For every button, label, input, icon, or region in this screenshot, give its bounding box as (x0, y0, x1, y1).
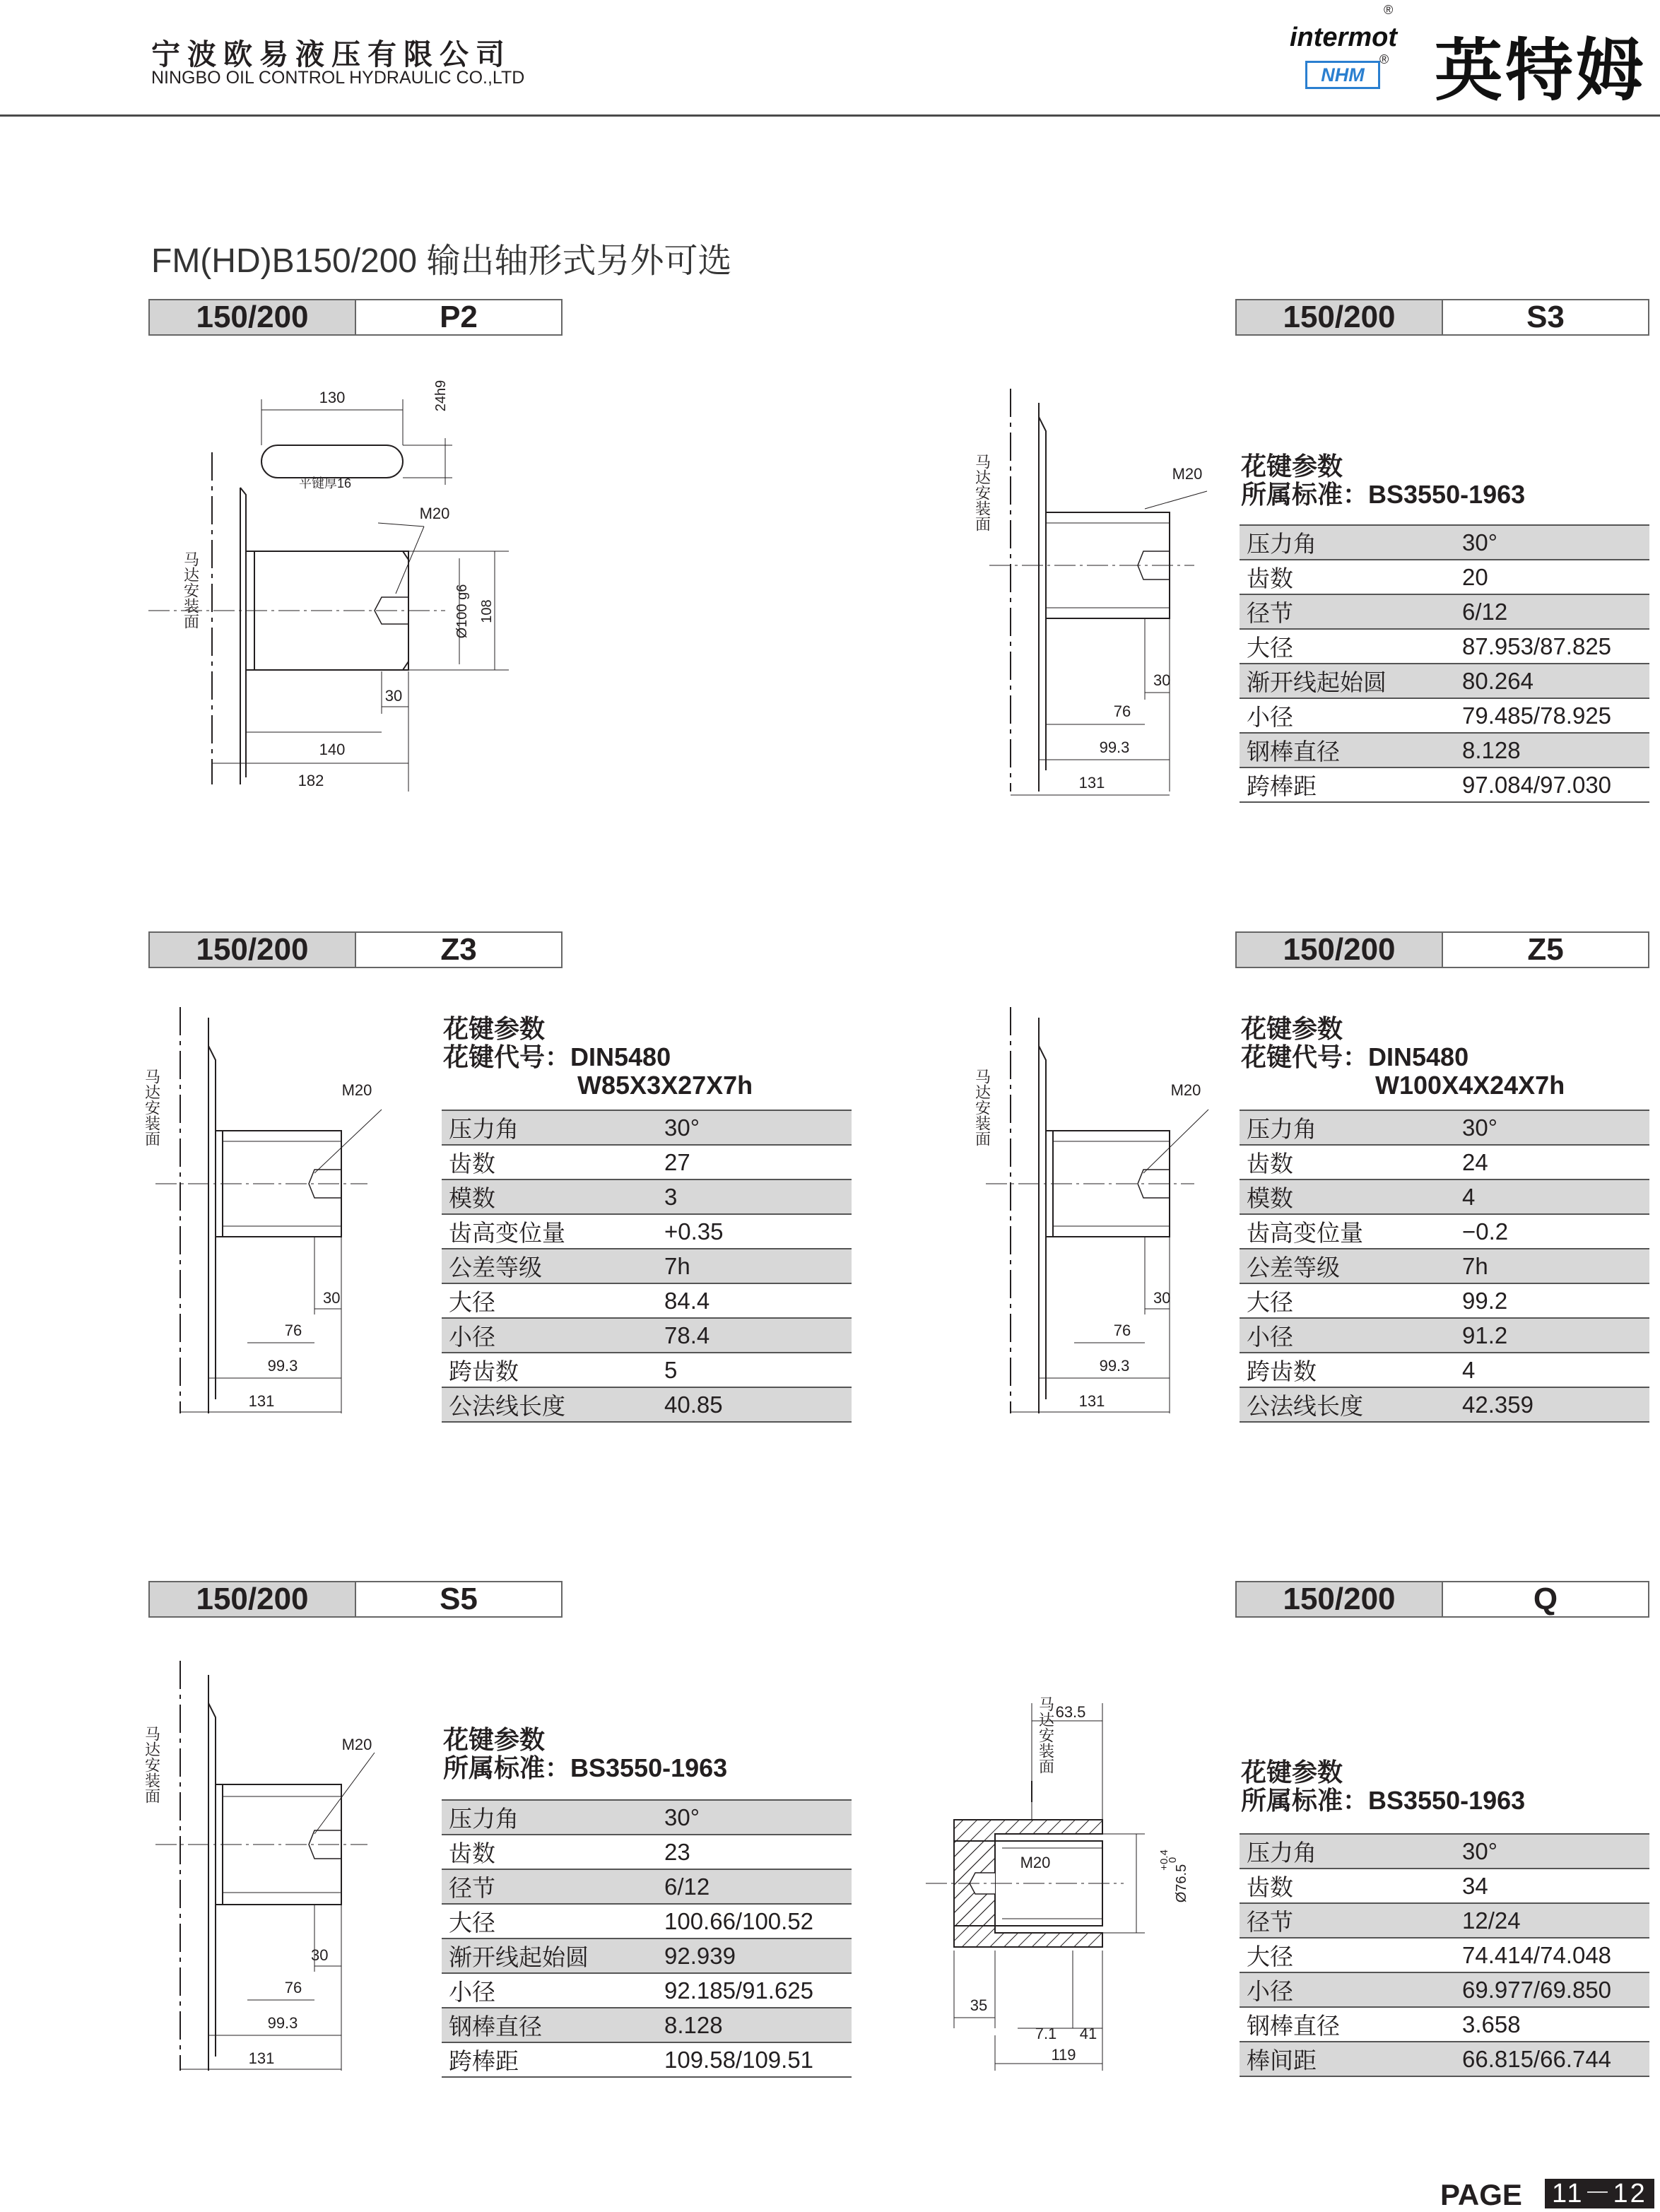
param-name: 跨棒距 (1240, 767, 1455, 802)
mount-face-label: 马达安装面 (143, 1069, 161, 1146)
param-value: 6/12 (1455, 594, 1649, 629)
param-name: 跨齿数 (442, 1353, 657, 1387)
param-name: 压力角 (1240, 1834, 1455, 1869)
param-name: 大径 (442, 1904, 657, 1939)
table-row (442, 1318, 852, 1353)
p2-shaft-drawing (141, 367, 537, 806)
page-number: 11－12 (1545, 2179, 1654, 2208)
page-label: PAGE (1440, 2178, 1522, 2211)
section-tag-s5 (148, 1581, 563, 1618)
table-row (1240, 1869, 1649, 1903)
param-value: 7h (657, 1249, 852, 1283)
model-label: 150/200 (150, 933, 356, 967)
model-label: 150/200 (150, 300, 356, 334)
dim-30: 30 (323, 1289, 341, 1307)
param-value: 8.128 (657, 2008, 852, 2042)
param-value: 27 (657, 1145, 852, 1179)
param-value: 69.977/69.850 (1455, 1972, 1649, 2007)
spec-title: 花键参数 (443, 1725, 546, 1754)
param-value: 34 (1455, 1869, 1649, 1903)
table-row (442, 1904, 852, 1939)
dim-119: 119 (1051, 2046, 1076, 2064)
dim-182: 182 (298, 772, 324, 789)
model-label: 150/200 (1237, 300, 1443, 334)
table-row (1240, 1903, 1649, 1938)
table-row (1240, 1179, 1649, 1214)
dim-99-3: 99.3 (1099, 1357, 1130, 1375)
param-name: 钢棒直径 (442, 2008, 657, 2042)
table-row (1240, 1145, 1649, 1179)
dim-63-5: 63.5 (1055, 1703, 1086, 1721)
param-value: 5 (657, 1353, 852, 1387)
param-value: 100.66/100.52 (657, 1904, 852, 1939)
table-row (442, 1179, 852, 1214)
param-name: 大径 (1240, 1283, 1455, 1318)
param-name: 模数 (1240, 1179, 1455, 1214)
param-value: 30° (1455, 1834, 1649, 1869)
section-tag-z5 (1235, 931, 1649, 968)
spec-title: 花键参数 (443, 1014, 546, 1043)
dim-30: 30 (1153, 671, 1171, 689)
shaft-code: Z5 (1443, 933, 1648, 967)
table-row (442, 1353, 852, 1387)
param-value: 84.4 (657, 1283, 852, 1318)
param-value: 30° (1455, 525, 1649, 560)
mount-face-label: 马达安装面 (973, 454, 991, 531)
key-thickness-note: 平键厚16 (298, 476, 352, 490)
param-value: 8.128 (1455, 733, 1649, 767)
param-name: 大径 (442, 1283, 657, 1318)
param-name: 公法线长度 (442, 1387, 657, 1422)
dim-diameter-76-5: Ø76.5 (1174, 1864, 1189, 1903)
table-row (1240, 1834, 1649, 1869)
table-row (1240, 1972, 1649, 2007)
param-value: 92.939 (657, 1939, 852, 1973)
z3-shaft-drawing (141, 1004, 410, 1428)
param-value: 97.084/97.030 (1455, 767, 1649, 802)
table-row (1240, 664, 1649, 698)
param-name: 公法线长度 (1240, 1387, 1455, 1422)
dim-diameter: Ø100 g6 (454, 584, 470, 639)
z5-shaft-drawing (968, 1004, 1237, 1428)
spec-standard: 所属标准：BS3550-1963 (443, 1753, 728, 1782)
table-row (1240, 1214, 1649, 1249)
table-row (442, 1800, 852, 1835)
thread-m20: M20 (1170, 1081, 1201, 1099)
param-name: 棒间距 (1240, 2042, 1455, 2076)
s3-shaft-drawing (968, 375, 1237, 799)
spec-code: 花键代号：DIN5480 W100X4X24X7h (1241, 1042, 1565, 1100)
registered-mark: ® (1379, 52, 1389, 66)
param-value: 87.953/87.825 (1455, 629, 1649, 664)
param-name: 公差等级 (1240, 1249, 1455, 1283)
param-name: 模数 (442, 1179, 657, 1214)
shaft-code: S5 (356, 1582, 561, 1616)
param-value: 30° (657, 1800, 852, 1835)
param-value: 79.485/78.925 (1455, 698, 1649, 733)
table-row (1240, 525, 1649, 560)
mount-face-label: 马达安装面 (143, 1726, 161, 1804)
spec-code: 花键代号：DIN5480 W85X3X27X7h (443, 1042, 753, 1100)
param-value: 92.185/91.625 (657, 1973, 852, 2008)
dim-76: 76 (284, 1979, 302, 1996)
param-name: 钢棒直径 (1240, 2007, 1455, 2042)
param-name: 小径 (1240, 698, 1455, 733)
tolerance-upper: +0.4 (1158, 1849, 1170, 1871)
shaft-code: Z3 (356, 933, 561, 967)
table-row (442, 1145, 852, 1179)
table-row (1240, 2042, 1649, 2076)
param-name: 齿数 (1240, 1145, 1455, 1179)
thread-m20: M20 (341, 1081, 372, 1099)
param-name: 小径 (1240, 1318, 1455, 1353)
param-value: 24 (1455, 1145, 1649, 1179)
table-row (442, 1387, 852, 1422)
section-tag-p2 (148, 299, 563, 336)
table-row (1240, 1283, 1649, 1318)
dim-24h9: 24h9 (433, 380, 449, 412)
param-value: 109.58/109.51 (657, 2042, 852, 2077)
dim-41: 41 (1079, 2025, 1097, 2042)
s5-spec-table (442, 1799, 852, 2078)
shaft-code: Q (1443, 1582, 1648, 1616)
spec-standard: 所属标准：BS3550-1963 (1241, 480, 1526, 509)
dim-140: 140 (319, 741, 346, 758)
param-name: 小径 (442, 1318, 657, 1353)
table-row (1240, 594, 1649, 629)
tolerance-lower: 0 (1167, 1857, 1179, 1864)
param-value: 4 (1455, 1353, 1649, 1387)
dim-30: 30 (384, 687, 403, 705)
param-value: 74.414/74.048 (1455, 1938, 1649, 1972)
dim-99-3: 99.3 (267, 1357, 298, 1375)
section-tag-s3 (1235, 299, 1649, 336)
dim-131: 131 (1078, 774, 1105, 792)
dim-76: 76 (284, 1322, 302, 1339)
table-row (1240, 767, 1649, 802)
thread-m20: M20 (1172, 465, 1203, 483)
table-row (442, 1110, 852, 1145)
section-tag-z3 (148, 931, 563, 968)
param-name: 渐开线起始圆 (1240, 664, 1455, 698)
param-value: 7h (1455, 1249, 1649, 1283)
registered-mark: ® (1384, 3, 1394, 17)
dim-108: 108 (479, 599, 495, 623)
param-value: 40.85 (657, 1387, 852, 1422)
param-name: 齿数 (1240, 1869, 1455, 1903)
param-name: 钢棒直径 (1240, 733, 1455, 767)
table-row (442, 1249, 852, 1283)
shaft-code: P2 (356, 300, 561, 334)
dim-131: 131 (248, 1392, 275, 1410)
section-tag-q (1235, 1581, 1649, 1618)
param-value: 30° (1455, 1110, 1649, 1145)
thread-m20: M20 (341, 1736, 372, 1753)
param-name: 径节 (1240, 1903, 1455, 1938)
dim-131: 131 (1078, 1392, 1105, 1410)
dim-30: 30 (311, 1946, 329, 1964)
param-value: +0.35 (657, 1214, 852, 1249)
param-value: 3.658 (1455, 2007, 1649, 2042)
mount-face-label: 马达安装面 (1037, 1696, 1055, 1774)
dim-76: 76 (1113, 702, 1131, 720)
dim-99-3: 99.3 (1099, 739, 1130, 756)
table-row (442, 1869, 852, 1904)
param-name: 齿高变位量 (442, 1214, 657, 1249)
s5-shaft-drawing (141, 1661, 410, 2085)
table-row (442, 2008, 852, 2042)
table-row (1240, 733, 1649, 767)
model-label: 150/200 (1237, 933, 1443, 967)
param-value: 4 (1455, 1179, 1649, 1214)
param-name: 压力角 (442, 1800, 657, 1835)
dim-131: 131 (248, 2049, 275, 2067)
table-row (442, 1835, 852, 1869)
table-row (442, 1214, 852, 1249)
shaft-code: S3 (1443, 300, 1648, 334)
table-row (1240, 629, 1649, 664)
dim-35: 35 (970, 1996, 988, 2014)
thread-m20: M20 (1020, 1854, 1051, 1871)
param-name: 齿高变位量 (1240, 1214, 1455, 1249)
q-spec-table (1240, 1833, 1649, 2077)
header-divider (0, 114, 1660, 117)
param-value: 23 (657, 1835, 852, 1869)
table-row (442, 1939, 852, 1973)
param-value: 91.2 (1455, 1318, 1649, 1353)
param-value: 20 (1455, 560, 1649, 594)
param-value: 6/12 (657, 1869, 852, 1904)
param-value: 12/24 (1455, 1903, 1649, 1938)
param-name: 压力角 (1240, 525, 1455, 560)
mount-face-label: 马达安装面 (973, 1069, 991, 1146)
param-name: 齿数 (442, 1145, 657, 1179)
q-bore-drawing (912, 1689, 1230, 2085)
param-name: 径节 (442, 1869, 657, 1904)
param-value: 80.264 (1455, 664, 1649, 698)
company-name-en: NINGBO OIL CONTROL HYDRAULIC CO.,LTD (151, 68, 525, 88)
brand-nhm-logo: NHM (1305, 61, 1380, 89)
param-value: 42.359 (1455, 1387, 1649, 1422)
param-name: 径节 (1240, 594, 1455, 629)
param-name: 压力角 (442, 1110, 657, 1145)
model-label: 150/200 (150, 1582, 356, 1616)
param-name: 压力角 (1240, 1110, 1455, 1145)
table-row (442, 1973, 852, 2008)
dim-99-3: 99.3 (267, 2014, 298, 2032)
param-name: 公差等级 (442, 1249, 657, 1283)
mount-face-label: 马达安装面 (182, 551, 200, 629)
company-name-cn: 宁波欧易液压有限公司 (151, 38, 512, 71)
spec-standard: 所属标准：BS3550-1963 (1241, 1786, 1526, 1815)
table-row (1240, 2007, 1649, 2042)
table-row (442, 1283, 852, 1318)
dim-76: 76 (1113, 1322, 1131, 1339)
brand-name-cn: 英特姆 (1435, 33, 1647, 109)
model-label: 150/200 (1237, 1582, 1443, 1616)
param-name: 大径 (1240, 629, 1455, 664)
param-value: −0.2 (1455, 1214, 1649, 1249)
table-row (1240, 1318, 1649, 1353)
page-title: FM(HD)B150/200 输出轴形式另外可选 (151, 242, 732, 280)
table-row (1240, 1353, 1649, 1387)
spec-title: 花键参数 (1241, 452, 1343, 481)
table-row (1240, 1249, 1649, 1283)
table-row (1240, 560, 1649, 594)
param-name: 小径 (442, 1973, 657, 2008)
param-name: 大径 (1240, 1938, 1455, 1972)
param-name: 齿数 (1240, 560, 1455, 594)
brand-logo-text: intermot (1290, 23, 1397, 52)
s3-spec-table (1240, 524, 1649, 803)
z3-spec-table (442, 1110, 852, 1423)
dim-130: 130 (319, 389, 346, 406)
dim-7-1: 7.1 (1035, 2025, 1057, 2042)
param-value: 99.2 (1455, 1283, 1649, 1318)
table-row (1240, 1938, 1649, 1972)
param-value: 3 (657, 1179, 852, 1214)
param-value: 66.815/66.744 (1455, 2042, 1649, 2076)
param-name: 小径 (1240, 1972, 1455, 2007)
table-row (1240, 1387, 1649, 1422)
spec-title: 花键参数 (1241, 1014, 1343, 1043)
table-row (442, 2042, 852, 2077)
z5-spec-table (1240, 1110, 1649, 1423)
param-value: 30° (657, 1110, 852, 1145)
thread-m20: M20 (419, 505, 450, 522)
param-name: 跨棒距 (442, 2042, 657, 2077)
spec-title: 花键参数 (1241, 1758, 1343, 1787)
param-name: 跨齿数 (1240, 1353, 1455, 1387)
table-row (1240, 698, 1649, 733)
param-name: 渐开线起始圆 (442, 1939, 657, 1973)
param-name: 齿数 (442, 1835, 657, 1869)
dim-30: 30 (1153, 1289, 1171, 1307)
param-value: 78.4 (657, 1318, 852, 1353)
table-row (1240, 1110, 1649, 1145)
